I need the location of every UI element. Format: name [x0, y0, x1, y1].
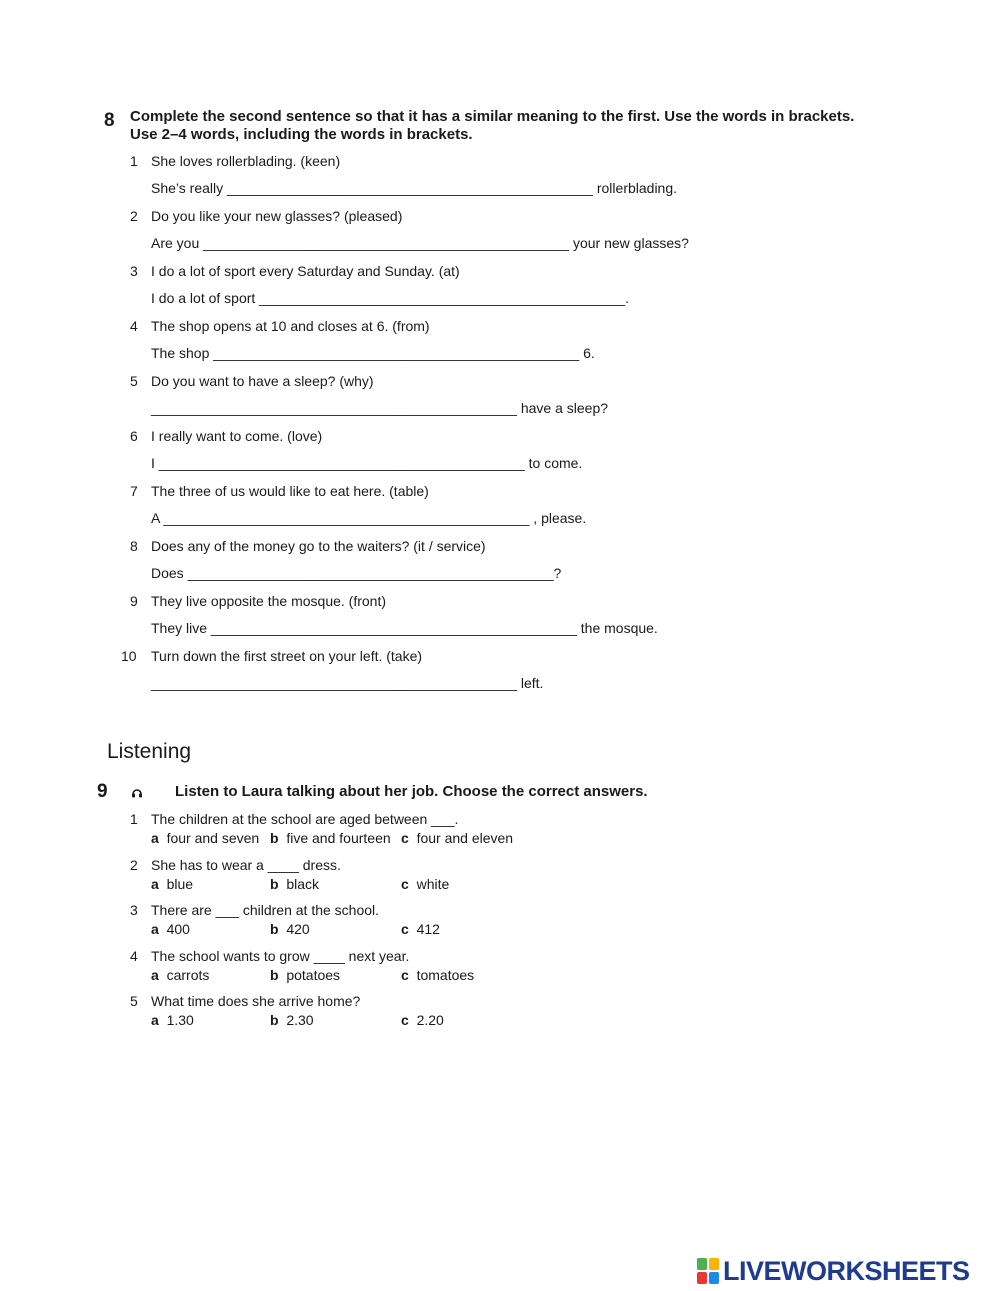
answer-after-text: rollerblading.: [592, 180, 678, 196]
answer-option-a[interactable]: [151, 876, 193, 892]
answer-option-b[interactable]: [270, 1012, 314, 1028]
item-answer-line: [151, 290, 629, 306]
option-letter: b: [270, 1012, 279, 1028]
exercise-8-instruction-line1: Complete the second sentence so that it has a similar meaning to the first. Use the words in brackets.: [130, 108, 855, 125]
answer-option-a[interactable]: [151, 967, 209, 983]
question-text: There are ___ children at the school.: [151, 902, 380, 918]
answer-after-text: have a sleep?: [516, 400, 609, 416]
answer-option-b[interactable]: [270, 830, 391, 846]
option-text: four and eleven: [416, 830, 514, 846]
item-number: 1: [130, 153, 138, 169]
option-letter: c: [401, 1012, 409, 1028]
answer-option-c[interactable]: [401, 921, 440, 937]
question-text: What time does she arrive home?: [151, 993, 361, 1009]
answer-after-text: your new glasses?: [569, 235, 689, 251]
answer-after-text: 6.: [579, 345, 595, 361]
answer-blank[interactable]: _______________________________________________: [151, 675, 517, 691]
item-prompt: The three of us would like to eat here. (table): [151, 483, 429, 499]
item-prompt: I really want to come. (love): [151, 428, 323, 444]
question-number: 5: [130, 993, 138, 1009]
option-letter: a: [151, 966, 159, 983]
answer-after-text: the mosque.: [576, 620, 658, 636]
question-number: 2: [130, 856, 138, 873]
option-letter: c: [401, 875, 409, 892]
option-letter: c: [401, 921, 409, 937]
option-text: 2.30: [286, 1012, 314, 1028]
question-text: The school wants to grow ____ next year.: [151, 947, 410, 964]
answer-option-b[interactable]: [270, 967, 340, 983]
item-answer-line: [151, 565, 561, 581]
item-prompt: They live opposite the mosque. (front): [151, 593, 387, 609]
item-number: 2: [130, 208, 138, 224]
answer-after-text: , please.: [529, 510, 587, 526]
exercise-9-number: 9: [97, 781, 108, 802]
item-answer-line: [151, 510, 586, 526]
item-prompt: Turn down the first street on your left. (take): [151, 648, 423, 664]
logo-block: [697, 1272, 707, 1284]
item-number: 4: [130, 318, 138, 334]
option-text: white: [416, 875, 450, 892]
answer-blank[interactable]: _______________________________________________: [151, 400, 517, 416]
option-text: 420: [286, 921, 310, 937]
question-number: 4: [130, 947, 138, 964]
item-answer-line: [151, 235, 689, 251]
item-prompt: She loves rollerblading. (keen): [151, 153, 341, 169]
option-text: 412: [416, 921, 440, 937]
item-number: 10: [121, 648, 137, 664]
option-text: 400: [166, 921, 190, 937]
answer-option-a[interactable]: [151, 921, 190, 937]
item-number: 7: [130, 483, 138, 499]
liveworksheets-logo: [697, 1256, 970, 1286]
option-letter: c: [401, 830, 409, 846]
answer-before-text: The shop: [151, 345, 214, 361]
question-number: 1: [130, 811, 138, 827]
answer-option-b[interactable]: [270, 876, 319, 892]
logo-text: LIVEWORKSHEETS: [723, 1255, 970, 1286]
answer-after-text: ?: [553, 565, 562, 581]
option-text: five and fourteen: [286, 830, 391, 846]
question-text: The children at the school are aged between ___.: [151, 811, 459, 827]
answer-blank[interactable]: _______________________________________________: [213, 345, 580, 361]
item-answer-line: [151, 620, 658, 636]
answer-before-text: Does: [151, 565, 188, 581]
answer-after-text: .: [625, 290, 630, 306]
answer-before-text: They live: [151, 620, 211, 636]
answer-option-c[interactable]: [401, 1012, 444, 1028]
answer-option-a[interactable]: [151, 1012, 194, 1028]
answer-before-text: I do a lot of sport: [151, 290, 260, 306]
option-text: four and seven: [166, 830, 260, 846]
option-letter: b: [270, 921, 279, 937]
item-answer-line: [151, 180, 677, 196]
option-letter: a: [151, 921, 159, 937]
exercise-9-instruction: Listen to Laura talking about her job. Choose the correct answers.: [175, 783, 648, 800]
item-prompt: The shop opens at 10 and closes at 6. (from): [151, 318, 430, 334]
answer-blank[interactable]: _______________________________________________: [203, 235, 570, 251]
answer-blank[interactable]: _______________________________________________: [227, 180, 593, 196]
item-prompt: I do a lot of sport every Saturday and Sunday. (at): [151, 263, 460, 279]
option-text: carrots: [166, 966, 210, 983]
item-prompt: Does any of the money go to the waiters? (it / service): [151, 538, 486, 554]
option-letter: a: [151, 1012, 159, 1028]
option-text: 2.20: [416, 1012, 444, 1028]
item-number: 8: [130, 538, 138, 554]
logo-block: [709, 1258, 719, 1270]
option-letter: a: [151, 830, 159, 846]
answer-blank[interactable]: _______________________________________________: [259, 290, 626, 306]
option-text: potatoes: [286, 966, 341, 983]
exercise-8-instruction-line2: Use 2–4 words, including the words in brackets.: [130, 126, 473, 143]
item-answer-line: [151, 675, 543, 691]
audio-icon[interactable]: [131, 787, 143, 799]
logo-blocks-icon: [697, 1258, 719, 1284]
item-prompt: Do you like your new glasses? (pleased): [151, 208, 403, 224]
answer-before-text: A: [151, 510, 164, 526]
logo-block: [709, 1272, 719, 1284]
option-letter: b: [270, 966, 279, 983]
item-answer-line: [151, 400, 608, 416]
option-text: blue: [166, 875, 194, 892]
answer-option-a[interactable]: [151, 830, 259, 846]
answer-before-text: Are you: [151, 235, 204, 251]
question-number: 3: [130, 902, 138, 918]
option-text: tomatoes: [416, 966, 475, 983]
answer-blank[interactable]: _______________________________________________: [158, 455, 525, 471]
answer-blank[interactable]: _______________________________________________: [210, 620, 577, 636]
option-letter: b: [270, 830, 279, 846]
answer-option-b[interactable]: [270, 921, 310, 937]
item-number: 6: [130, 428, 138, 444]
option-letter: a: [151, 875, 159, 892]
answer-before-text: She’s really: [151, 180, 228, 196]
option-text: 1.30: [166, 1012, 194, 1028]
item-answer-line: [151, 455, 582, 471]
item-number: 9: [130, 593, 138, 609]
listening-heading: Listening: [107, 740, 192, 763]
question-text: She has to wear a ____ dress.: [151, 856, 341, 873]
answer-option-c[interactable]: [401, 876, 449, 892]
answer-after-text: left.: [516, 675, 544, 691]
option-text: black: [286, 875, 320, 892]
answer-blank[interactable]: _______________________________________________: [163, 510, 530, 526]
item-number: 5: [130, 373, 138, 389]
answer-option-c[interactable]: [401, 830, 513, 846]
logo-block: [697, 1258, 707, 1270]
item-number: 3: [130, 263, 138, 279]
item-answer-line: [151, 345, 595, 361]
answer-after-text: to come.: [524, 455, 583, 471]
option-letter: c: [401, 966, 409, 983]
item-prompt: Do you want to have a sleep? (why): [151, 373, 374, 389]
exercise-8-number: 8: [104, 110, 115, 131]
answer-option-c[interactable]: [401, 967, 474, 983]
option-letter: b: [270, 875, 279, 892]
answer-blank[interactable]: _______________________________________________: [187, 565, 554, 581]
answer-before-text: I: [151, 455, 159, 471]
